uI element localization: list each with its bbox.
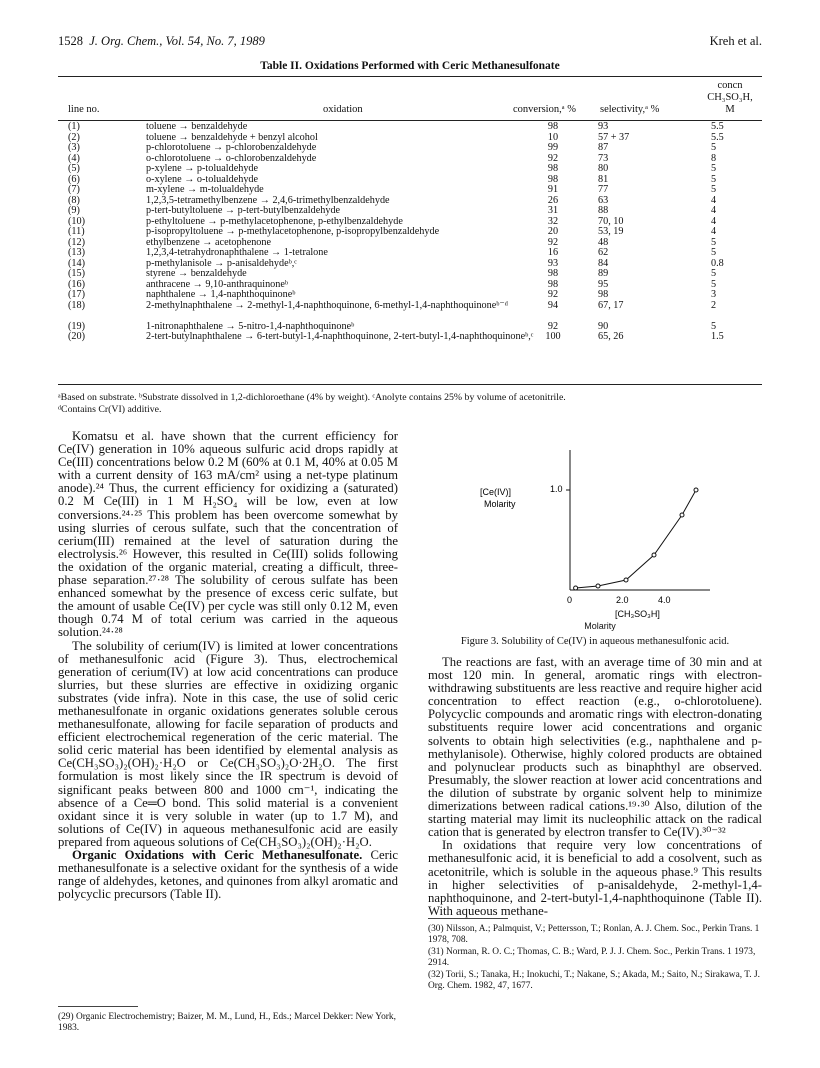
footnote-29: (29) Organic Electrochemistry; Baizer, M. M., Lund, H., Eds.; Marcel Dekker: New York, 1983.	[58, 1012, 396, 1034]
concn-cell: 1.5	[711, 331, 724, 342]
table-header	[58, 78, 762, 118]
selectivity-cell: 98	[598, 289, 609, 300]
line-no-cell: (12)	[68, 236, 85, 248]
col-header-concn-2: CH₃SO₃H,	[707, 92, 753, 103]
selectivity-cell: 65, 26	[598, 331, 624, 342]
col-header-concn-3: M	[725, 104, 735, 115]
oxidation-cell: p-ethyltoluene → p-methylacetophenone, p-ethylbenzaldehyde	[146, 215, 403, 227]
conversion-cell: 91	[547, 184, 559, 195]
paragraph: The reactions are fast, with an average time of 30 min and at most 120 min. In general, aromatic rings with electron-withdrawing substituents are less reactive and require higher acid concentration to effect reaction (e.g., o-chlorotoluene). Polycyclic compounds and aromatic rings with electron-donating substituents require lower acid concentrations and organic solvents to obtain high selectivities (e.g., naphthalene and p-methylanisole). Otherwise, highly colored products are obtained and polynuclear products such as binaphthyl are observed. Presumably, the slower reaction at lower acid concentrations and the dilution of substrate by organic solvent help to minimize dimerizations between radical cations.¹⁹·³⁰ Also, dilution of the starting material may limit its nucleophilic attack on the radical cation that is generated by electron transfer to Ce(IV).³⁰⁻³²	[428, 655, 762, 840]
line-no-cell: (5)	[68, 163, 80, 174]
conversion-cell: 98	[547, 278, 559, 290]
selectivity-cell: 93	[598, 121, 609, 132]
col-header-oxidation: oxidation	[323, 104, 363, 115]
concn-cell: 2	[711, 299, 717, 311]
conversion-cell: 98	[547, 268, 559, 279]
conversion-cell: 92	[547, 289, 559, 300]
data-point	[652, 553, 656, 557]
concn-cell: 5	[711, 142, 717, 153]
conversion-cell: 98	[547, 173, 559, 185]
selectivity-cell: 73	[598, 152, 609, 164]
oxidation-cell: ethylbenzene → acetophenone	[146, 236, 272, 248]
line-no-cell: (1)	[68, 121, 80, 132]
footnote-31: (31) Norman, R. O. C.; Thomas, C. B.; Ward, P. J. J. Chem. Soc., Perkin Trans. 1 1973, 2914.	[428, 946, 756, 969]
line-no-cell: (15)	[68, 268, 85, 279]
concn-cell: 5	[711, 320, 717, 332]
col-header-concn-1: concn	[717, 80, 743, 91]
line-no-cell: (20)	[68, 331, 85, 342]
x-axis-label-2: Molarity	[584, 621, 616, 631]
table-row	[58, 248, 762, 259]
table-row	[58, 290, 762, 301]
table-row	[58, 122, 762, 133]
conversion-cell: 31	[547, 205, 559, 216]
oxidation-cell: 2-methylnaphthalene → 2-methyl-1,4-naphthoquinone, 6-methyl-1,4-naphthoquinoneᵇ⁻ᵈ	[146, 299, 508, 311]
col-header-conversion: conversion,ᵃ %	[513, 104, 576, 115]
line-no-cell: (6)	[68, 173, 80, 185]
line-no-cell: (2)	[68, 131, 80, 143]
oxidation-cell: 2-tert-butylnaphthalene → 6-tert-butyl-1,4-naphthoquinone, 2-tert-butyl-1,4-naphthoquinoneᵇ,ᶜ	[146, 331, 534, 342]
concn-cell: 5	[711, 247, 717, 258]
data-point	[624, 578, 628, 582]
line-no-cell: (11)	[68, 226, 85, 237]
selectivity-cell: 89	[598, 268, 609, 279]
conversion-cell: 32	[547, 215, 559, 227]
table-footnote-1: ᵃBased on substrate. ᵇSubstrate dissolved in 1,2-dichloroethane (4% by weight). ᶜAnolyte contains 25% by volume of acetonitrile.	[58, 392, 566, 403]
oxidation-cell: m-xylene → m-tolualdehyde	[146, 184, 264, 195]
table-title: Table II. Oxidations Performed with Ceric Methanesulfonate	[260, 60, 560, 72]
col-header-line-no: line no.	[68, 104, 100, 115]
conversion-cell: 26	[547, 194, 559, 206]
y-axis-label-2: Molarity	[484, 499, 516, 509]
conversion-cell: 10	[547, 131, 559, 143]
concn-cell: 0.8	[711, 257, 724, 269]
footnote-32: (32) Torii, S.; Tanaka, H.; Inokuchi, T.; Nakane, S.; Akada, M.; Saito, N.; Sirakawa, T. J. Org. Chem. 1982, 47, 1677.	[428, 969, 760, 992]
solubility-curve	[576, 490, 696, 588]
body-column-right	[428, 656, 762, 918]
paragraph-section	[58, 849, 398, 901]
table-row	[58, 332, 762, 353]
selectivity-cell: 57 + 37	[598, 131, 630, 143]
x-tick-label-2: 2.0	[616, 595, 629, 605]
concn-cell: 5.5	[711, 121, 724, 132]
selectivity-cell: 87	[598, 142, 609, 153]
selectivity-cell: 70, 10	[598, 215, 624, 227]
line-no-cell: (10)	[68, 215, 85, 227]
oxidation-cell: 1,2,3,4-tetrahydronaphthalene → 1-tetralone	[146, 247, 328, 258]
oxidation-cell: styrene → benzaldehyde	[146, 268, 247, 279]
table-row	[58, 185, 762, 196]
oxidation-cell: o-xylene → o-tolualdehyde	[146, 173, 259, 185]
oxidation-cell: p-isopropyltoluene → p-methylacetophenone, p-isopropylbenzaldehyde	[146, 226, 440, 237]
concn-cell: 8	[711, 152, 717, 164]
footnote-rule-right	[428, 918, 508, 919]
concn-cell: 5	[711, 184, 717, 195]
page-number: 1528	[58, 34, 83, 48]
concn-cell: 5	[711, 278, 717, 290]
conversion-cell: 20	[547, 226, 559, 237]
paragraph: The solubility of cerium(IV) is limited at lower concentrations of methanesulfonic acid (Figure 3). Thus, electrochemical generation of cerium(IV) at low acid concentrations can produce slurries, but these slurries are effective in oxidizing organic substrates (vide infra). Note in this case, the use of solid ceric methanesulfonate in organic oxidations generates soluble cerous methanesulfonate, allowing for facile separation of products and efficient electrochemical regeneration of the ceric material. The solid ceric material has been identified by elemental analysis as Ce(CH₃SO₃)₂(OH)₂·H₂O or Ce(CH₃SO₃)₂O·2H₂O. The first formulation is most likely since the IR spectrum is devoid of significant peaks between 800 and 1000 cm⁻¹, indicating the absence of a Ce═O bond. This solid material is a convenient oxidant since it is very soluble in water (up to 1.7 M), and solutions of Ce(IV) in aqueous methanesulfonic acid are easily prepared from aqueous solutions of Ce(CH₃SO₃)₂(OH)₂·H₂O.	[58, 638, 398, 849]
oxidation-cell: naphthalene → 1,4-naphthoquinoneᵇ	[146, 289, 296, 300]
y-axis-label-1: [Ce(IV)]	[480, 487, 512, 497]
concn-cell: 4	[711, 215, 717, 227]
selectivity-cell: 67, 17	[598, 299, 624, 311]
selectivity-cell: 90	[598, 320, 609, 332]
selectivity-cell: 63	[598, 194, 609, 206]
x-tick-label-4: 4.0	[658, 595, 671, 605]
selectivity-cell: 77	[598, 184, 609, 195]
line-no-cell: (16)	[68, 278, 85, 290]
table-row	[58, 301, 762, 322]
oxidation-cell: p-methylanisole → p-anisaldehydeᵇ,ᶜ	[146, 257, 297, 269]
oxidation-cell: p-chlorotoluene → p-chlorobenzaldehyde	[146, 142, 317, 153]
oxidation-cell: o-chlorotoluene → o-chlorobenzaldehyde	[146, 152, 317, 164]
conversion-cell: 92	[547, 236, 559, 248]
x-axis-label-1: [CH₃SO₃H]	[615, 609, 660, 619]
data-point	[596, 584, 600, 588]
concn-cell: 4	[711, 205, 717, 216]
footnotes-right	[428, 924, 762, 992]
table-row	[58, 164, 762, 175]
table-top-rule	[58, 76, 762, 77]
oxidation-cell: p-xylene → p-tolualdehyde	[146, 163, 259, 174]
conversion-cell: 100	[545, 331, 561, 342]
x-tick-label-0: 0	[567, 595, 573, 605]
concn-cell: 4	[711, 226, 717, 237]
concn-cell: 4	[711, 194, 717, 206]
line-no-cell: (8)	[68, 194, 80, 206]
conversion-cell: 94	[547, 299, 559, 311]
paragraph: In oxidations that require very low concentrations of methanesulfonic acid, it is beneficial to add a cosolvent, such as acetonitrile, which is soluble in the aqueous phase.⁹ This results in higher selectivities of p-anisaldehyde, 2-methyl-1,4-naphthoquinone, and 2-tert-butyl-1,4-naphthoquinone (Table II). With aqueous methane-	[428, 838, 762, 918]
concn-cell: 5	[711, 173, 717, 185]
data-point	[680, 513, 684, 517]
concn-cell: 5.5	[711, 131, 724, 143]
line-no-cell: (14)	[68, 257, 85, 269]
line-no-cell: (3)	[68, 142, 80, 153]
line-no-cell: (18)	[68, 299, 85, 311]
table-body	[58, 122, 762, 353]
selectivity-cell: 80	[598, 163, 609, 174]
oxidation-cell: toluene → benzaldehyde	[146, 121, 248, 132]
table-row	[58, 269, 762, 280]
concn-cell: 5	[711, 268, 717, 279]
concn-cell: 3	[711, 289, 717, 300]
selectivity-cell: 53, 19	[598, 226, 624, 237]
concn-cell: 5	[711, 236, 717, 248]
concn-cell: 5	[711, 163, 717, 174]
selectivity-cell: 48	[598, 236, 609, 248]
line-no-cell: (13)	[68, 247, 85, 258]
figure-caption: Figure 3. Solubility of Ce(IV) in aqueous methanesulfonic acid.	[460, 636, 730, 647]
selectivity-cell: 62	[598, 247, 609, 258]
col-header-selectivity: selectivity,ᵃ %	[600, 104, 660, 115]
oxidation-cell: 1,2,3,5-tetramethylbenzene → 2,4,6-trimethylbenzaldehyde	[146, 194, 390, 206]
selectivity-cell: 95	[598, 278, 609, 290]
section-heading: Organic Oxidations with Ceric Methanesulfonate.	[72, 848, 363, 862]
selectivity-cell: 84	[598, 257, 609, 269]
header-left	[58, 34, 265, 49]
running-header	[58, 34, 762, 52]
oxidation-cell: anthracene → 9,10-anthraquinoneᵇ	[146, 278, 289, 290]
table-footnote-2: ᵈContains Cr(VI) additive.	[58, 404, 162, 415]
table-row	[58, 227, 762, 238]
oxidation-cell: 1-nitronaphthalene → 5-nitro-1,4-naphthoquinoneᵇ	[146, 320, 355, 332]
table-bottom-rule	[58, 384, 762, 385]
footnote-rule-left	[58, 1006, 138, 1007]
conversion-cell: 93	[547, 257, 559, 269]
line-no-cell: (4)	[68, 152, 80, 164]
figure-3	[470, 440, 730, 620]
body-column-left	[58, 430, 398, 901]
data-point	[574, 586, 578, 590]
selectivity-cell: 81	[598, 173, 609, 185]
table-row	[58, 206, 762, 217]
data-point	[694, 488, 698, 492]
header-authors: Kreh et al.	[709, 34, 762, 48]
conversion-cell: 98	[547, 121, 559, 132]
solubility-chart	[470, 440, 730, 620]
section-text: Ceric methanesulfonate is a selective oxidant for the synthesis of a wide range of aldehydes, ketones, and quinones from alkyl aromatic and polycyclic precursors (Table II).	[58, 848, 398, 902]
table-footnotes	[58, 392, 762, 416]
oxidation-cell: p-tert-butyltoluene → p-tert-butylbenzaldehyde	[146, 205, 341, 216]
selectivity-cell: 88	[598, 205, 609, 216]
line-no-cell: (9)	[68, 205, 80, 216]
y-tick-label: 1.0	[550, 484, 563, 494]
table-row	[58, 143, 762, 154]
line-no-cell: (17)	[68, 289, 85, 300]
line-no-cell: (7)	[68, 184, 80, 195]
paragraph: Komatsu et al. have shown that the current efficiency for Ce(IV) generation in 10% aqueous sulfuric acid drops rapidly at Ce(III) concentrations below 0.2 M (60% at 0.1 M, 40% at 0.05 M with a current density of 163 mA/cm² using a net-type platinum anode).²⁴ Thus, the current efficiency for oxidizing a (saturated) 0.2 M Ce(III) in 1 M H₂SO₄ will be low, even at low conversions.²⁴·²⁵ This problem has been overcome somewhat by using slurries of cerous sulfate, such that the concentration of cerium(III) remained at the level of saturation during the electrolysis.²⁶ However, this resulted in Ce(III) solids following the oxidation of the organic material, creating a difficult, three-phase separation.²⁷·²⁸ The solubility of cerous sulfate has been enhanced somewhat by the presence of excess ceric sulfate, but the amount of usable Ce(IV) per cycle was still only 0.12 M, even though 0.74 M of total cerium was carried in the aqueous solution.²⁴·²⁸	[58, 429, 398, 640]
conversion-cell: 99	[547, 142, 559, 153]
conversion-cell: 92	[547, 320, 559, 332]
conversion-cell: 16	[547, 247, 559, 258]
oxidation-cell: toluene → benzaldehyde + benzyl alcohol	[146, 131, 318, 143]
line-no-cell: (19)	[68, 320, 85, 332]
journal-citation: J. Org. Chem., Vol. 54, No. 7, 1989	[89, 34, 265, 48]
footnote-30: (30) Nilsson, A.; Palmquist, V.; Pettersson, T.; Ronlan, A. J. Chem. Soc., Perkin Trans. 1 1978, 708.	[428, 924, 760, 946]
conversion-cell: 92	[547, 152, 559, 164]
conversion-cell: 98	[547, 163, 559, 174]
